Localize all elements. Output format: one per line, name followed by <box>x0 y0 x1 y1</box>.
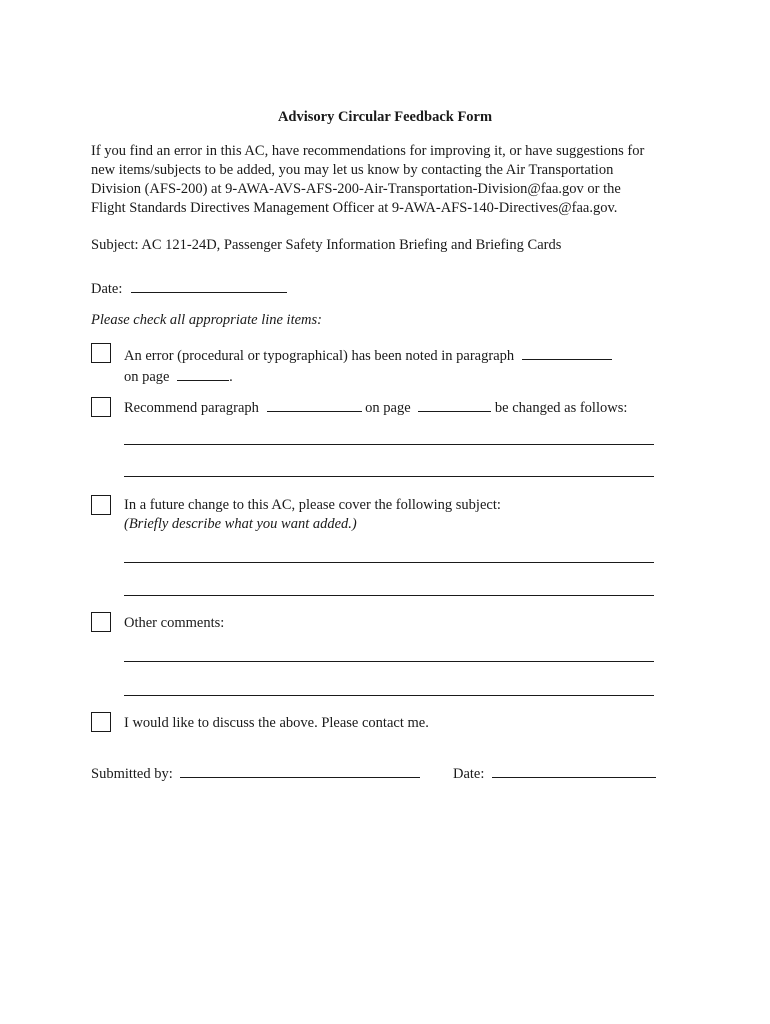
other-comments-line-1[interactable] <box>124 661 654 662</box>
future-change-line-2[interactable] <box>124 595 654 596</box>
recommend-paragraph-label: Recommend paragraph <box>124 400 259 416</box>
future-change-text <box>124 496 501 534</box>
future-change-hint: (Briefly describe what you want added.) <box>124 516 357 532</box>
other-comments-label: Other comments: <box>124 615 225 631</box>
contact-me-label: I would like to discuss the above. Please contact me. <box>124 715 429 731</box>
recommend-page-field[interactable] <box>418 397 491 412</box>
error-paragraph-field[interactable] <box>522 345 612 360</box>
future-change-line-1[interactable] <box>124 562 654 563</box>
future-change-label: In a future change to this AC, please cover the following subject: <box>124 497 501 513</box>
on-page-label: on page <box>124 369 170 385</box>
signature-date-label: Date: <box>453 766 485 782</box>
recommend-line-2[interactable] <box>124 476 654 477</box>
intro-line: Division (AFS-200) at 9-AWA-AVS-AFS-200-Air-Transportation-Division@faa.gov or the <box>91 181 621 197</box>
other-comments-checkbox[interactable] <box>91 612 111 632</box>
signature-date-field[interactable] <box>492 763 656 778</box>
submitted-by-label: Submitted by: <box>91 766 173 782</box>
intro-line: If you find an error in this AC, have recommendations for improving it, or have suggestions for <box>91 143 645 159</box>
submitted-by-field[interactable] <box>180 763 420 778</box>
form-title: Advisory Circular Feedback Form <box>277 109 493 125</box>
date-row <box>91 278 287 298</box>
intro-line: Flight Standards Directives Management Officer at 9-AWA-AFS-140-Directives@faa.gov. <box>91 200 618 216</box>
recommend-line-1[interactable] <box>124 444 654 445</box>
recommend-on-page-label: on page <box>365 400 411 416</box>
signature-date-row <box>453 763 656 783</box>
error-page-field[interactable] <box>177 366 229 381</box>
date-label: Date: <box>91 281 123 297</box>
submitted-by-row <box>91 763 420 783</box>
intro-line: new items/subjects to be added, you may let us know by contacting the Air Transportation <box>91 162 614 178</box>
recommend-change-checkbox[interactable] <box>91 397 111 417</box>
recommend-change-text <box>124 397 627 418</box>
subject-line: Subject: AC 121-24D, Passenger Safety Information Briefing and Briefing Cards <box>91 237 562 253</box>
period: . <box>229 369 233 385</box>
future-change-checkbox[interactable] <box>91 495 111 515</box>
error-noted-checkbox[interactable] <box>91 343 111 363</box>
changed-as-follows-label: be changed as follows: <box>494 400 628 416</box>
date-field[interactable] <box>131 278 287 293</box>
instructions: Please check all appropriate line items: <box>91 312 322 328</box>
error-noted-label: An error (procedural or typographical) has been noted in paragraph <box>124 348 515 364</box>
recommend-paragraph-field[interactable] <box>267 397 362 412</box>
other-comments-line-2[interactable] <box>124 695 654 696</box>
contact-me-checkbox[interactable] <box>91 712 111 732</box>
intro-paragraph <box>91 142 691 218</box>
error-noted-text <box>124 345 612 387</box>
